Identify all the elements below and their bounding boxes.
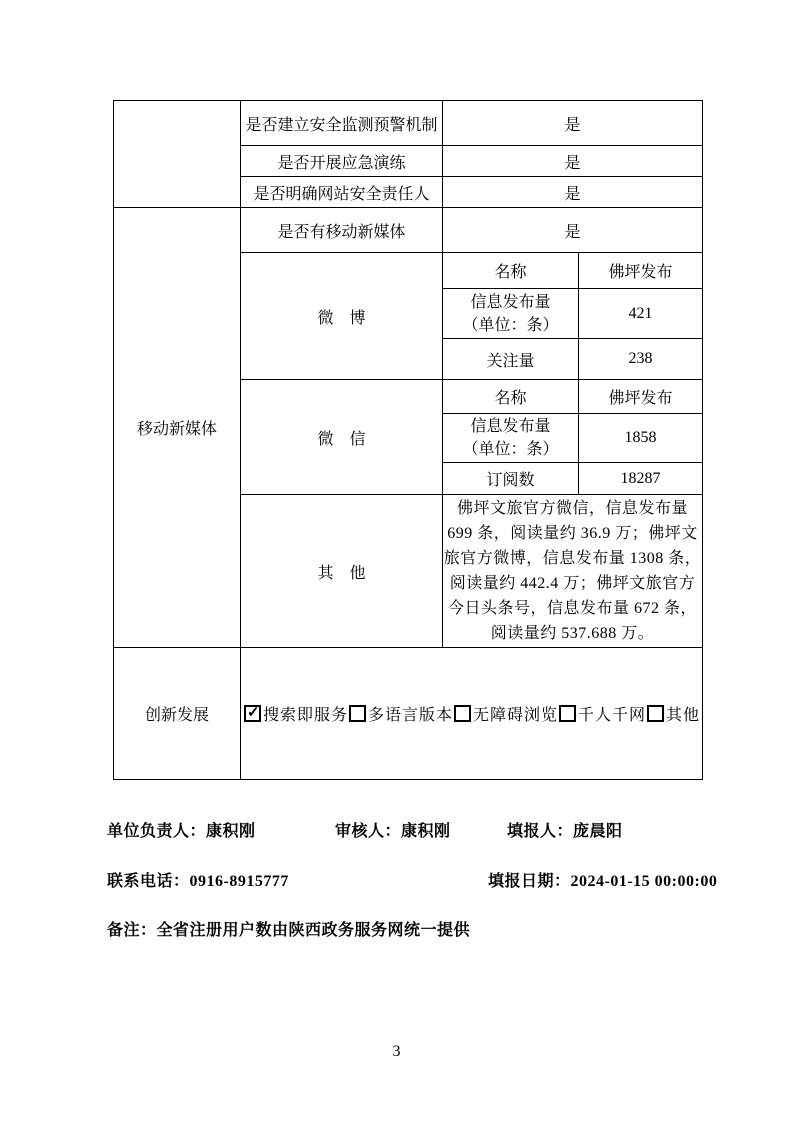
report-date-line (488, 868, 717, 891)
unit-head-value: 康积刚 (206, 823, 256, 840)
security-monitor-value: 是 (443, 101, 703, 146)
security-monitor-label: 是否建立安全监测预警机制 (241, 101, 443, 146)
weibo-followers-value: 238 (579, 339, 703, 380)
filler-value: 庞晨阳 (573, 823, 623, 840)
report-date-label: 填报日期： (488, 873, 571, 890)
option-accessibility-label: 无障碍浏览 (473, 707, 559, 724)
option-other-label: 其他 (666, 707, 701, 724)
weibo-name-value: 佛坪发布 (579, 253, 703, 289)
page-number: 3 (392, 1043, 401, 1060)
weibo-posts-label-line2: （单位：条） (462, 316, 559, 334)
report-table (113, 100, 703, 780)
wechat-posts-value: 1858 (579, 414, 703, 463)
report-date-value: 2024-01-15 00:00:00 (570, 873, 718, 890)
innovation-options (241, 648, 703, 780)
table-row (114, 101, 703, 146)
category-mobile-media: 移动新媒体 (114, 208, 241, 648)
security-officer-value: 是 (443, 177, 703, 208)
checkbox-multilingual-icon (349, 705, 366, 722)
checkbox-search-as-service-icon (244, 705, 261, 722)
weibo-posts-label (443, 289, 579, 339)
wechat-subscribers-label: 订阅数 (443, 463, 579, 495)
wechat-posts-label-line1: 信息发布量 (470, 418, 551, 435)
weibo-name-label: 名称 (443, 253, 579, 289)
wechat-name-value: 佛坪发布 (579, 380, 703, 414)
wechat-name-label: 名称 (443, 380, 579, 414)
reviewer-line (335, 818, 451, 841)
option-search-as-service-label: 搜索即服务 (262, 707, 348, 724)
weibo-label: 微 博 (241, 253, 443, 380)
category-cell-empty (114, 101, 241, 208)
unit-head-label: 单位负责人： (107, 823, 207, 840)
has-mobile-media-label: 是否有移动新媒体 (241, 208, 443, 253)
has-mobile-media-value: 是 (443, 208, 703, 253)
option-multilingual-label: 多语言版本 (367, 707, 453, 724)
weibo-posts-label-line1: 信息发布量 (470, 293, 551, 311)
filler-label: 填报人： (507, 823, 574, 840)
table-row (114, 208, 703, 253)
phone-label: 联系电话： (107, 873, 190, 890)
emergency-drill-label: 是否开展应急演练 (241, 146, 443, 177)
checkbox-personalized-web-icon (559, 705, 576, 722)
table-row (114, 648, 703, 780)
option-personalized-web-label: 千人千网 (578, 707, 647, 724)
phone-value: 0916-8915777 (189, 873, 289, 890)
wechat-subscribers-value: 18287 (579, 463, 703, 495)
reviewer-label: 审核人： (335, 823, 402, 840)
filler-line (507, 818, 623, 841)
weibo-posts-value: 421 (579, 289, 703, 339)
unit-head-line (107, 818, 256, 841)
emergency-drill-value: 是 (443, 146, 703, 177)
security-officer-label: 是否明确网站安全责任人 (241, 177, 443, 208)
wechat-label: 微 信 (241, 380, 443, 495)
weibo-followers-label: 关注量 (443, 339, 579, 380)
reviewer-value: 康积刚 (401, 823, 451, 840)
other-media-label: 其 他 (241, 495, 443, 648)
phone-line (107, 868, 289, 891)
wechat-posts-label (443, 414, 579, 463)
other-media-text: 佛坪文旅官方微信，信息发布量 699 条，阅读量约 36.9 万；佛坪文旅官方微博，信息发布量 1308 条，阅读量约 442.4 万；佛坪文旅官方今日头条号，信息发布量 672 条，阅读量约 537.688 万。 (443, 495, 703, 648)
wechat-posts-label-line2: （单位：条） (462, 441, 559, 458)
category-innovation: 创新发展 (114, 648, 241, 780)
checkbox-other-icon (647, 705, 664, 722)
checkbox-accessibility-icon (454, 705, 471, 722)
note-line (107, 917, 470, 940)
note-text: 备注：全省注册用户数由陕西政务服务网统一提供 (107, 922, 471, 939)
